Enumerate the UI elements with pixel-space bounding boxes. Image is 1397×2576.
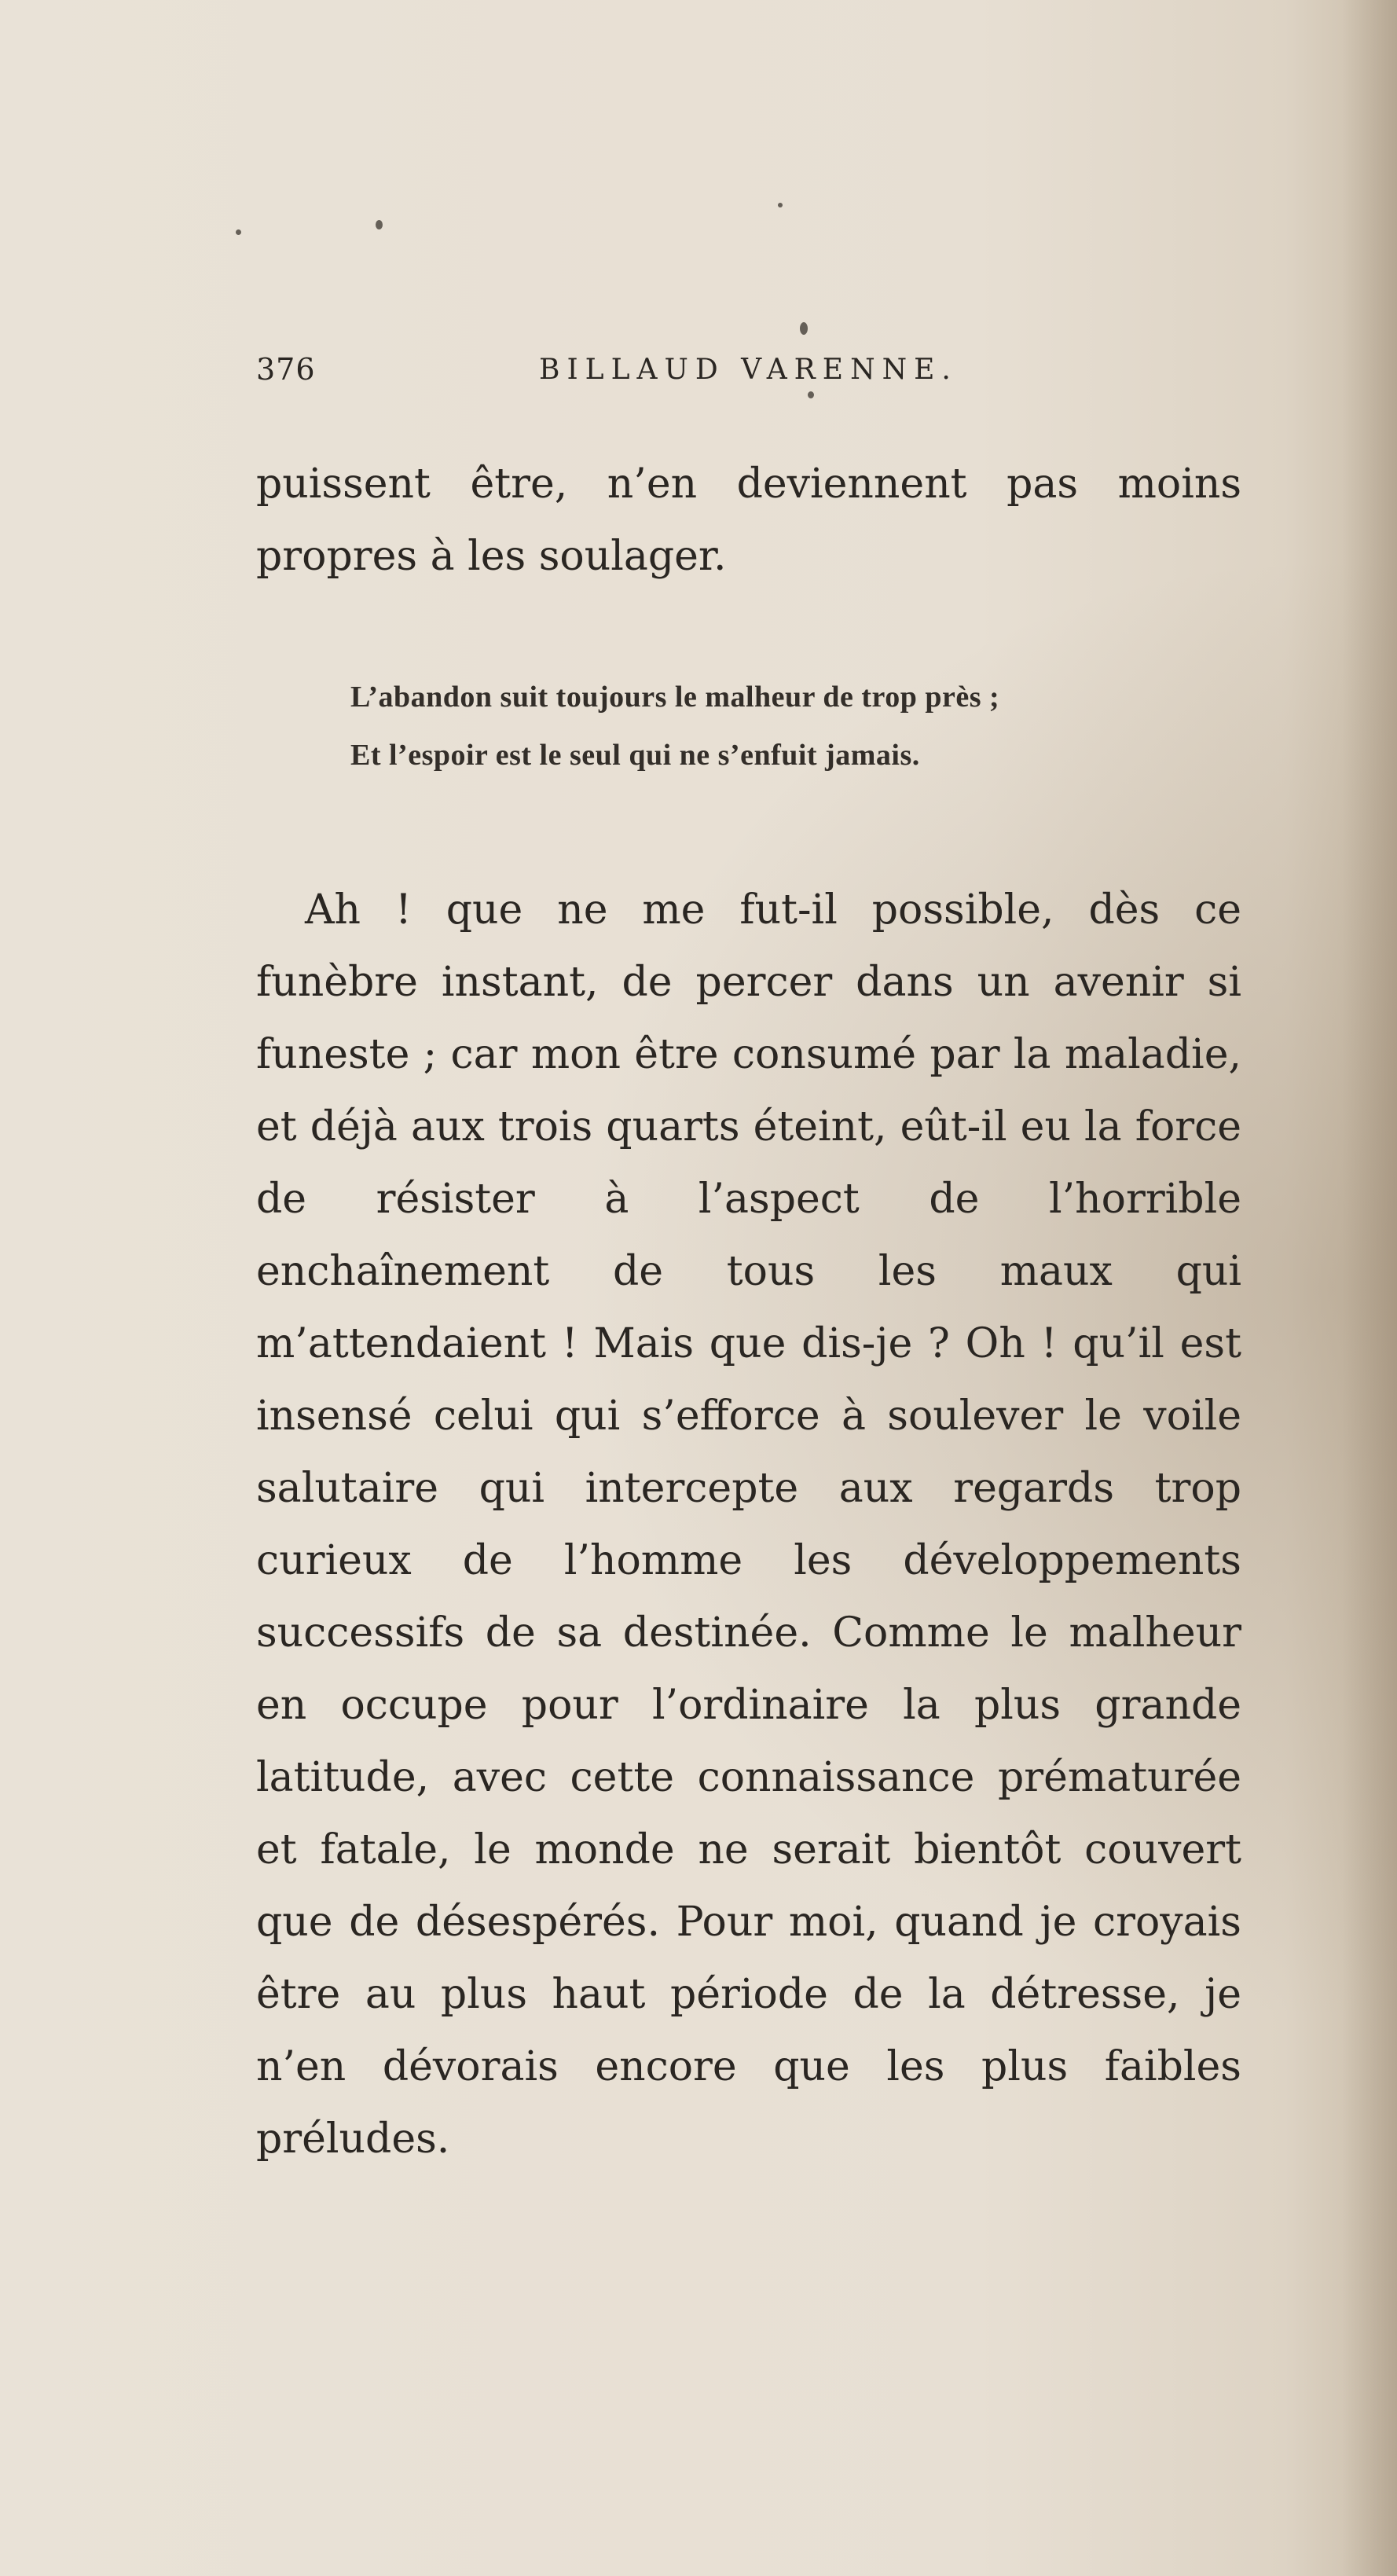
ink-speck (800, 322, 808, 335)
ink-speck (236, 229, 241, 235)
verse-quotation (350, 668, 1215, 784)
page-number: 376 (256, 352, 316, 387)
verse-line-1: L’abandon suit toujours le malheur de trop près ; (350, 681, 1000, 714)
ink-speck (778, 203, 783, 207)
paragraph-main: Ah ! que ne me fut-il possible, dès ce funèbre instant, de percer dans un avenir si funeste ; car mon être consumé par la maladie, et déjà aux trois quarts éteint, eût-il eu la force de résister à l’aspect de l’horrible enchaînement de tous les maux qui m’attendaient ! Mais que dis-je ? Oh ! qu’il est insensé celui qui s’efforce à soulever le voile salutaire qui intercepte aux regards trop curieux de l’homme les développements successifs de sa destinée. Comme le malheur en occupe pour l’ordinaire la plus grande latitude, avec cette connaissance prématurée et fatale, le monde ne serait bientôt couvert que de désespérés. Pour moi, quand je croyais être au plus haut période de la détresse, je n’en dévorais encore que les plus faibles préludes. (256, 886, 1241, 2163)
page-edge-shadow (1342, 0, 1397, 2576)
verse-line-2: Et l’espoir est le seul qui ne s’enfuit jamais. (350, 739, 920, 772)
paragraph-continued: puissent être, n’en deviennent pas moins propres à les soulager. (256, 461, 1241, 580)
ink-speck (376, 220, 383, 229)
running-header (256, 352, 1238, 399)
running-title: BILLAUD VARENNE. (539, 354, 958, 386)
